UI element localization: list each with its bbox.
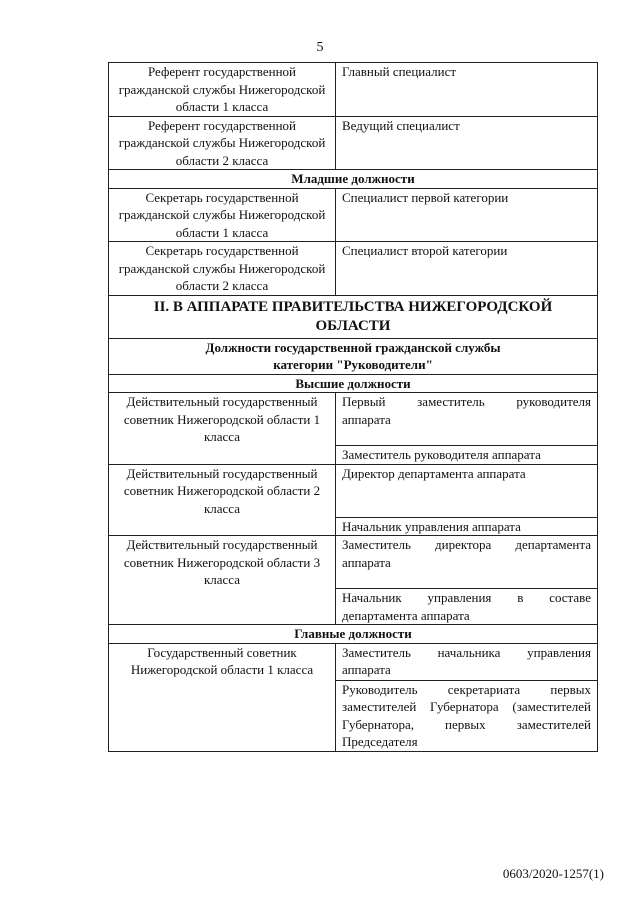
position-line: Первый заместитель руководителя — [342, 394, 591, 409]
position-line: департамента аппарата — [342, 607, 470, 623]
class-rank-cell: Референт государственной гражданской службы Нижегородской области 2 класса — [109, 116, 336, 170]
position-cell — [336, 589, 598, 625]
position-line: заместителей Губернатора — [342, 699, 499, 714]
section-row — [109, 170, 598, 189]
position-line: Начальник управления в составе — [342, 590, 591, 605]
table-row — [109, 188, 598, 242]
main-positions-heading: Главные должности — [109, 625, 598, 644]
table-row — [109, 464, 598, 517]
position-cell: Директор департамента аппарата — [336, 464, 598, 517]
section-row — [109, 374, 598, 393]
section-row — [109, 338, 598, 374]
category-heading: Должности государственной гражданской службы категории "Руководители" — [109, 338, 598, 374]
position-cell: Специалист первой категории — [336, 188, 598, 242]
position-line: Заместитель директора департамента — [342, 537, 591, 552]
position-cell — [336, 643, 598, 680]
position-line: Руководитель секретариата первых — [342, 681, 591, 697]
document-code: 0603/2020-1257(1) — [502, 866, 604, 881]
class-rank-cell: Секретарь государственной гражданской службы Нижегородской области 1 класса — [109, 188, 336, 242]
position-cell: Заместитель руководителя аппарата — [336, 446, 598, 465]
position-cell — [336, 393, 598, 446]
senior-positions-heading: Высшие должности — [109, 374, 598, 393]
position-cell: Главный специалист — [336, 63, 598, 117]
class-rank-cell: Государственный советник Нижегородской области 1 класса — [109, 643, 336, 751]
class-rank-cell: Действительный государственный советник Нижегородской области 3 класса — [109, 536, 336, 625]
page-number: 5 — [316, 40, 324, 55]
position-cell — [336, 536, 598, 589]
position-line: аппарата — [342, 411, 391, 427]
class-rank-cell: Секретарь государственной гражданской службы Нижегородской области 2 класса — [109, 242, 336, 296]
class-rank-cell: Действительный государственный советник Нижегородской области 1 класса — [109, 393, 336, 465]
position-cell: Начальник управления аппарата — [336, 517, 598, 536]
junior-positions-heading: Младшие должности — [109, 170, 598, 189]
table-row — [109, 536, 598, 589]
table-row — [109, 393, 598, 446]
position-line: заместителей Председателя — [342, 716, 591, 749]
position-line: аппарата — [342, 662, 391, 677]
class-rank-cell: Референт государственной гражданской службы Нижегородской области 1 класса — [109, 63, 336, 117]
table-row — [109, 116, 598, 170]
class-rank-cell: Действительный государственный советник Нижегородской области 2 класса — [109, 464, 336, 536]
position-cell: Специалист второй категории — [336, 242, 598, 296]
table-row — [109, 643, 598, 680]
section-ii-heading: II. В АППАРАТЕ ПРАВИТЕЛЬСТВА НИЖЕГОРОДСКОЙ ОБЛАСТИ — [109, 295, 598, 338]
position-line: (заместителей Губернатора, первых — [342, 699, 591, 732]
position-line: Заместитель начальника управления — [342, 644, 591, 660]
position-cell — [336, 680, 598, 751]
section-row — [109, 625, 598, 644]
positions-table — [108, 62, 598, 752]
position-cell: Ведущий специалист — [336, 116, 598, 170]
section-row — [109, 295, 598, 338]
table-row — [109, 63, 598, 117]
table-row — [109, 242, 598, 296]
position-line: аппарата — [342, 554, 391, 570]
